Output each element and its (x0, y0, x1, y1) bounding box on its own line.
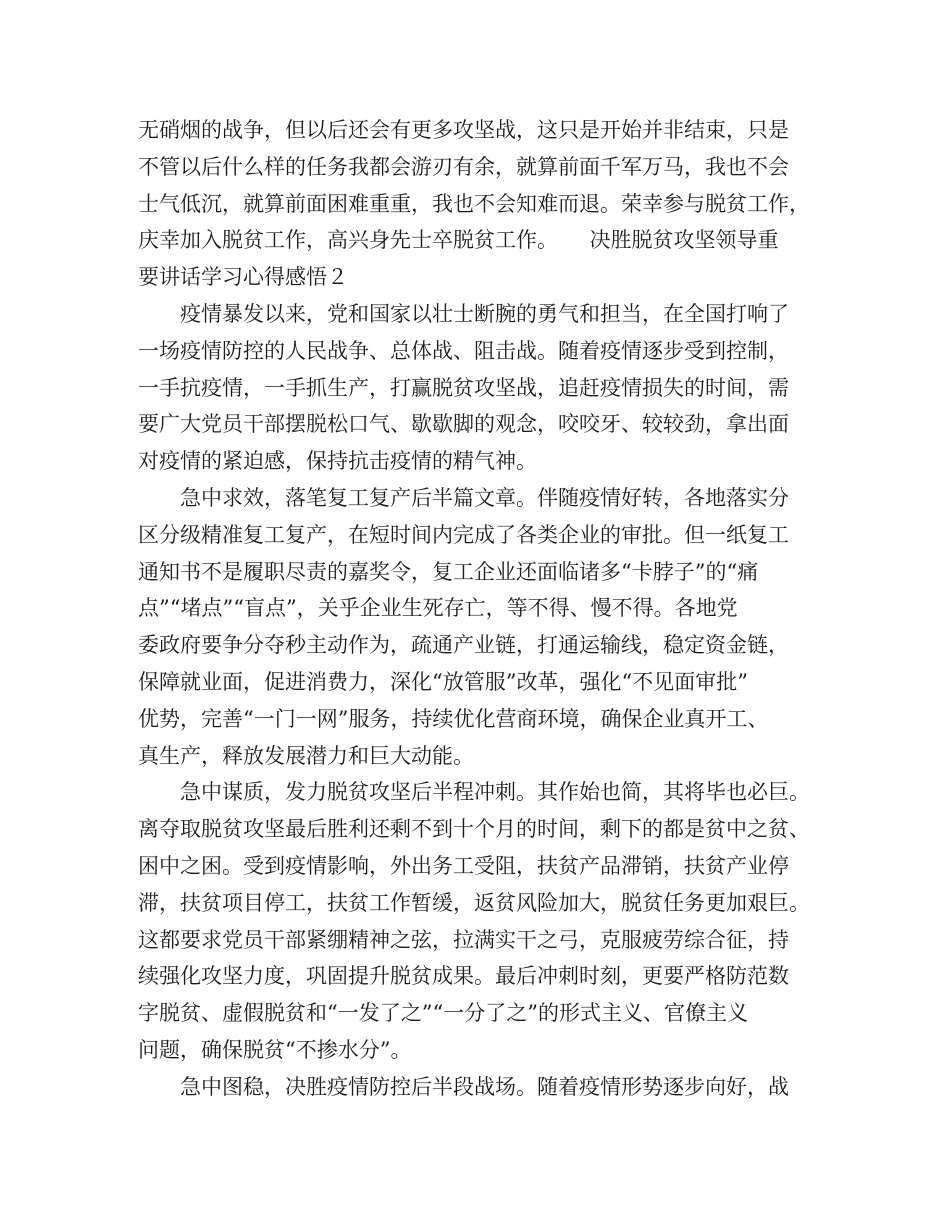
text-line: 续强化攻坚力度，巩固提升脱贫成果。最后冲刺时刻，更要严格防范数 (138, 964, 789, 989)
paragraph-start-line: 疫情暴发以来，党和国家以壮士断腕的勇气和担当，在全国打响了 (180, 301, 789, 326)
text-line: 困中之困。受到疫情影响，外出务工受阻，扶贫产品滞销，扶贫产业停 (138, 853, 789, 878)
text-line: 一场疫情防控的人民战争、总体战、阻击战。随着疫情逐步受到控制， (138, 338, 789, 363)
paragraph-start-line: 急中求效，落笔复工复产后半篇文章。伴随疫情好转，各地落实分 (180, 485, 789, 510)
section-title-line: 要讲话学习心得感悟２ (138, 265, 348, 290)
text-line: 不管以后什么样的任务我都会游刃有余，就算前面千军万马，我也不会 (138, 154, 789, 179)
text-line: 问题，确保脱贫“不掺水分”。 (138, 1037, 412, 1062)
text-line: 区分级精准复工复产，在短时间内完成了各类企业的审批。但一纸复工 (138, 522, 789, 547)
document-body (138, 112, 828, 1106)
text-line: 优势，完善“一门一网”服务，持续优化营商环境，确保企业真开工、 (138, 706, 769, 731)
text-line: 无硝烟的战争，但以后还会有更多攻坚战，这只是开始并非结束，只是 (138, 118, 789, 142)
text-line: 通知书不是履职尽责的嘉奖令，复工企业还面临诸多“卡脖子”的“痛 (138, 559, 759, 584)
text-line: 保障就业面，促进消费力，深化“放管服”改革，强化“不见面审批” (138, 669, 748, 694)
text-line: 对疫情的紧迫感，保持抗击疫情的精气神。 (138, 449, 537, 474)
text-line: 庆幸加入脱贫工作，高兴身先士卒脱贫工作。 决胜脱贫攻坚领导重 (138, 228, 779, 253)
text-line: 滞，扶贫项目停工，扶贫工作暂缓，返贫风险加大，脱贫任务更加艰巨。 (138, 890, 810, 915)
text-line: 要广大党员干部摆脱松口气、歇歇脚的观念，咬咬牙、较较劲，拿出面 (138, 412, 789, 437)
paragraph-start-line: 急中图稳，决胜疫情防控后半段战场。随着疫情形势逐步向好，战 (180, 1074, 789, 1099)
text-line: 士气低沉，就算前面困难重重，我也不会知难而退。荣幸参与脱贫工作， (138, 191, 810, 216)
text-line: 字脱贫、虚假脱贫和“一发了之”“一分了之”的形式主义、官僚主义 (138, 1001, 748, 1026)
text-line: 真生产，释放发展潜力和巨大动能。 (138, 743, 474, 768)
text-line: 委政府要争分夺秒主动作为，疏通产业链，打通运输线，稳定资金链， (138, 633, 789, 658)
text-line: 一手抗疫情，一手抓生产，打赢脱贫攻坚战，追赶疫情损失的时间，需 (138, 375, 789, 400)
text-line: 离夺取脱贫攻坚最后胜利还剩不到十个月的时间，剩下的都是贫中之贫、 (138, 817, 810, 842)
text-line: 这都要求党员干部紧绷精神之弦，拉满实干之弓，克服疲劳综合征，持 (138, 927, 789, 952)
text-line: 点”“堵点”“盲点”，关乎企业生死存亡，等不得、慢不得。各地党 (138, 596, 738, 621)
paragraph-start-line: 急中谋质，发力脱贫攻坚后半程冲刺。其作始也简，其将毕也必巨。 (180, 780, 810, 805)
